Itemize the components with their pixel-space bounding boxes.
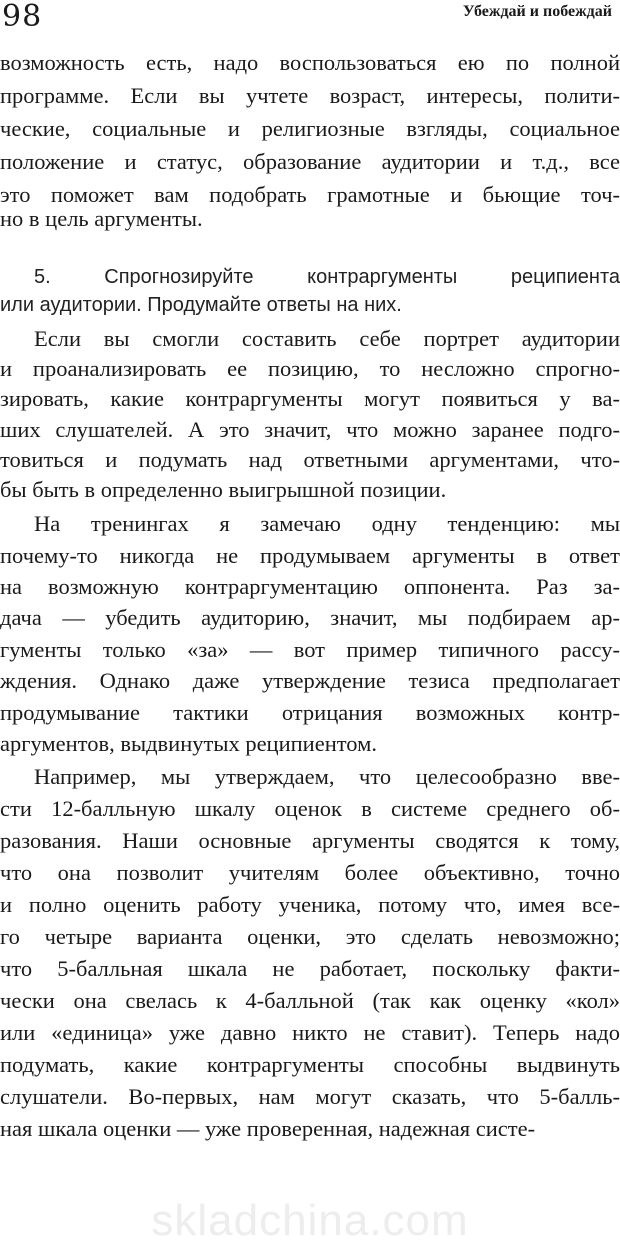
text-line: ная шкала оценки — уже проверенная, надежная систе-: [0, 1116, 536, 1141]
text-line: это поможет вам подобрать грамотные и бьющие точ-: [0, 182, 620, 207]
point-heading-line: или аудитории. Продумайте ответы на них.: [0, 294, 402, 316]
text-line: го четыре варианта оценки, это сделать невозможно;: [0, 924, 620, 949]
text-line: продумывание тактики отрицания возможных контр-: [0, 700, 620, 725]
page-number: 98: [2, 0, 43, 34]
watermark: skladchina.com: [151, 1196, 469, 1245]
text-line: Например, мы утверждаем, что целесообразно вве-: [34, 764, 620, 789]
point-heading-line: 5. Спрогнозируйте контраргументы реципиента: [34, 266, 620, 288]
text-line: или «единица» уже давно никто не ставит). Теперь надо: [0, 1020, 620, 1045]
text-line: что она позволит учителям более объективно, точно: [0, 860, 620, 885]
text-line: ждения. Однако даже утверждение тезиса предполагает: [0, 668, 620, 693]
text-line: чески она свелась к 4-балльной (так как оценку «кол»: [0, 988, 620, 1013]
text-line: слушатели. Во-первых, нам могут сказать, что 5-балль-: [0, 1084, 620, 1109]
page-header: [0, 0, 620, 40]
text-line: товиться и подумать над ответными аргументами, что-: [0, 447, 620, 472]
text-line: но в цель аргументы.: [0, 206, 203, 231]
text-line: программе. Если вы учтете возраст, интересы, полити-: [0, 83, 620, 108]
text-line: Если вы смогли составить себе портрет аудитории: [34, 326, 620, 351]
text-line: и проанализировать ее позицию, то несложно спрогно-: [0, 356, 620, 381]
text-line: почему-то никогда не продумываем аргументы в ответ: [0, 543, 620, 568]
text-line: На тренингах я замечаю одну тенденцию: мы: [34, 511, 620, 536]
text-line: ших слушателей. А это значит, что можно заранее подго-: [0, 417, 620, 442]
text-line: и полно оценить работу ученика, потому что, имея все-: [0, 892, 620, 917]
text-line: бы быть в определенно выигрышной позиции.: [0, 477, 447, 502]
running-title: Убеждай и побеждай: [462, 3, 612, 20]
text-line: аргументов, выдвинутых реципиентом.: [0, 731, 377, 756]
text-line: зировать, какие контраргументы могут появиться у ва-: [0, 386, 620, 411]
text-line: на возможную контраргументацию оппонента. Раз за-: [0, 574, 620, 599]
text-line: что 5-балльная шкала не работает, поскольку факти-: [0, 956, 620, 981]
text-line: ческие, социальные и религиозные взгляды, социальное: [0, 116, 620, 141]
text-line: сти 12-балльную шкалу оценок в системе среднего об-: [0, 796, 620, 821]
text-line: дача — убедить аудиторию, значит, мы подбираем ар-: [0, 605, 620, 630]
text-line: разования. Наши основные аргументы сводятся к тому,: [0, 828, 620, 853]
text-line: положение и статус, образование аудитории и т.д., все: [0, 149, 620, 174]
text-line: возможность есть, надо воспользоваться ею по полной: [0, 50, 620, 75]
text-line: гументы только «за» — вот пример типичного рассу-: [0, 637, 620, 662]
text-line: подумать, какие контраргументы способны выдвинуть: [0, 1052, 620, 1077]
